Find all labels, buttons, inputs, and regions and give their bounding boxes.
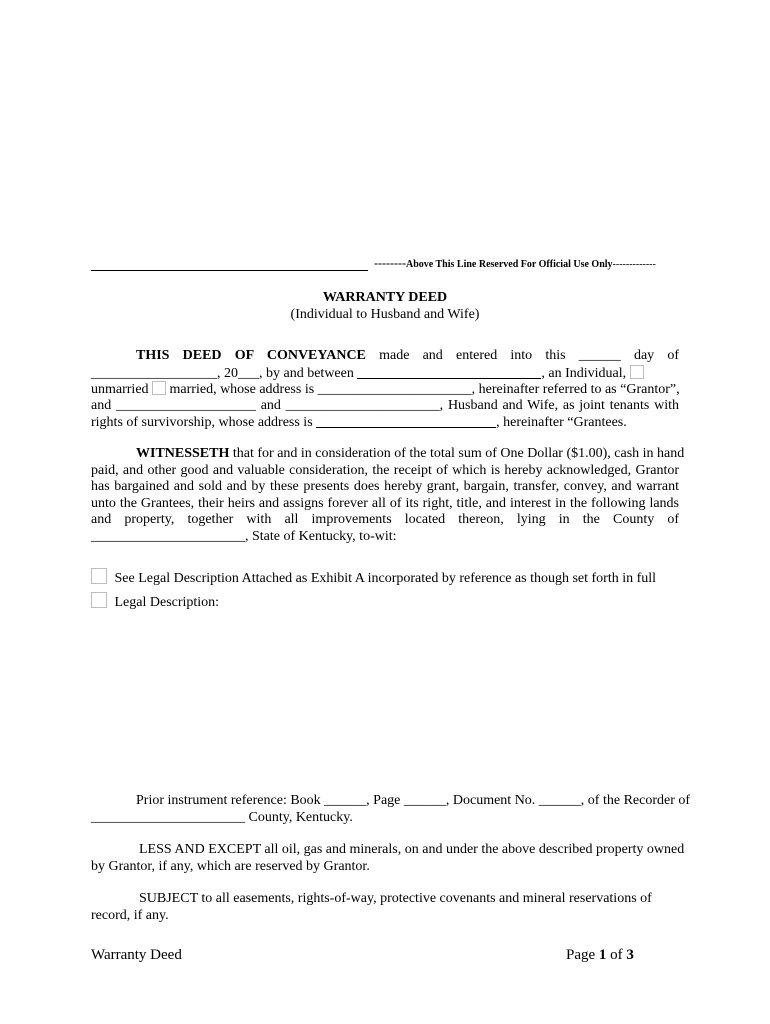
official-use-rule bbox=[91, 270, 368, 271]
unmarried-married-checkbox[interactable] bbox=[152, 381, 166, 395]
less-except-line-1: LESS AND EXCEPT all oil, gas and minerals, on and under the above described property owned bbox=[139, 842, 685, 857]
witnesseth-line-2: paid, and other good and valuable consideration, the receipt of which is hereby acknowledged, Grantor bbox=[91, 462, 679, 478]
witnesseth-paragraph bbox=[91, 446, 685, 545]
prior-instrument-paragraph bbox=[91, 793, 691, 826]
witnesseth-lead: WITNESSETH bbox=[136, 446, 230, 461]
document-title: WARRANTY DEED bbox=[322, 290, 448, 305]
total-pages: 3 bbox=[626, 947, 634, 963]
grantees-address-field[interactable] bbox=[316, 414, 496, 428]
footer-page-number: Page 1 of 3 bbox=[566, 947, 634, 963]
less-except-line-2: by Grantor, if any, which are reserved by Grantor. bbox=[91, 858, 370, 874]
subject-to-paragraph bbox=[91, 891, 679, 924]
prior-line-2: ______________________ County, Kentucky. bbox=[91, 809, 353, 825]
witnesseth-line-5: and property, together with all improvements located thereon, lying in the County of bbox=[91, 512, 679, 527]
witnesseth-line-6: ______________________, State of Kentucky, to-wit: bbox=[91, 528, 397, 544]
exhibit-checkbox[interactable] bbox=[91, 568, 107, 584]
current-page: 1 bbox=[598, 947, 607, 963]
official-dashes-right: ------------- bbox=[612, 259, 656, 270]
individual-checkbox[interactable] bbox=[630, 365, 644, 379]
legal-description-label: Legal Description: bbox=[114, 595, 220, 610]
conveyance-line-5: rights of survivorship, whose address is , hereinafter “Grantees. bbox=[91, 415, 627, 430]
conveyance-line-2: __________________, 20___, by and between , an Individual, bbox=[91, 365, 679, 382]
witnesseth-line-1: WITNESSETH that for and in consideration of the total sum of One Dollar ($1.00), cash in hand bbox=[136, 446, 685, 461]
witnesseth-line-3: has bargained and sold and by these presents does hereby grant, bargain, transfer, convey, and warrant bbox=[91, 479, 679, 494]
less-except-paragraph bbox=[91, 842, 685, 875]
official-use-note bbox=[374, 256, 656, 271]
subject-line-2: record, if any. bbox=[91, 907, 169, 923]
conveyance-lead: THIS DEED OF CONVEYANCE bbox=[136, 348, 366, 363]
exhibit-option bbox=[91, 568, 656, 587]
subject-line-1: SUBJECT to all easements, rights-of-way, protective covenants and mineral reservations of bbox=[139, 891, 652, 906]
official-use-text: Above This Line Reserved For Official Use Only bbox=[405, 259, 613, 270]
conveyance-line-1: THIS DEED OF CONVEYANCE made and entered into this ______ day of bbox=[136, 348, 680, 363]
legal-description-option bbox=[91, 592, 219, 611]
conveyance-paragraph bbox=[91, 348, 679, 431]
document-subtitle: (Individual to Husband and Wife) bbox=[290, 307, 480, 322]
footer-document-name: Warranty Deed bbox=[91, 947, 182, 963]
official-dashes-left: -------- bbox=[374, 256, 406, 270]
exhibit-label: See Legal Description Attached as Exhibit A incorporated by reference as though set forth in full bbox=[114, 571, 657, 586]
conveyance-line-4: and ____________________ and ______________________, Husband and Wife, as joint tenants with bbox=[91, 397, 679, 413]
prior-line-1: Prior instrument reference: Book ______, Page ______, Document No. ______, of the Recorder of bbox=[136, 793, 691, 808]
legal-description-checkbox[interactable] bbox=[91, 592, 107, 608]
grantor-name-field[interactable] bbox=[357, 365, 541, 379]
witnesseth-line-4: unto the Grantees, their heirs and assigns forever all of its right, title, and interest in the following lands bbox=[91, 495, 679, 511]
conveyance-line-3: unmarried married, whose address is ______________________, hereinafter referred to as “Grantor”, bbox=[91, 382, 680, 397]
